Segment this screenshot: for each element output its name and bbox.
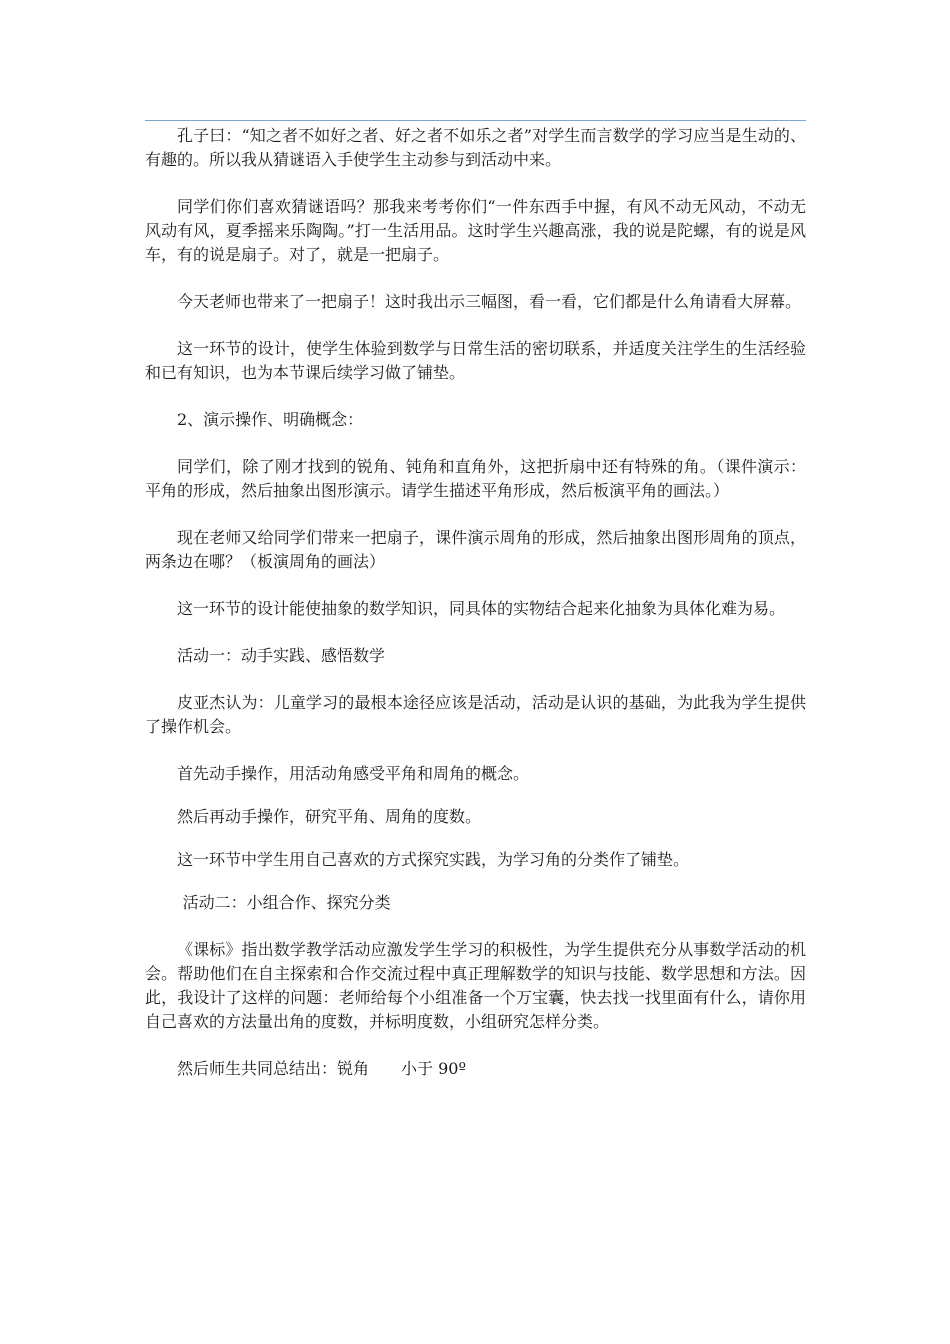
- paragraph-confucius-quote: 孔子曰：“知之者不如好之者、好之者不如乐之者”对学生而言数学的学习应当是生动的、有趣的。所以我从猜谜语入手使学生主动参与到活动中来。: [145, 126, 806, 169]
- paragraph-summary-acute-angle: 然后师生共同总结出：锐角 小于 90º: [177, 1059, 466, 1078]
- paragraph-curriculum-standard: 《课标》指出数学教学活动应激发学生学习的积极性，为学生提供充分从事数学活动的机会。帮助他们在自主探索和合作交流过程中真正理解数学的知识与技能、数学思想和方法。因此，我设计了这样的问题：老师给每个小组准备一个万宝囊，快去找一找里面有什么，请你用自己喜欢的方法量出角的度数，并标明度数，小组研究怎样分类。: [145, 940, 806, 1031]
- paragraph-design-note-2: 这一环节的设计能使抽象的数学知识，同具体的实物结合起来化抽象为具体化难为易。: [177, 599, 786, 618]
- paragraph-fan-pictures: 今天老师也带来了一把扇子！这时我出示三幅图，看一看，它们都是什么角请看大屏幕。: [177, 292, 802, 311]
- paragraph-full-angle: 现在老师又给同学们带来一把扇子，课件演示周角的形成，然后抽象出图形周角的顶点，两条边在哪？（板演周角的画法）: [145, 528, 806, 571]
- paragraph-design-note-3: 这一环节中学生用自己喜欢的方式探究实践，为学习角的分类作了铺垫。: [177, 850, 690, 869]
- header-rule: [145, 120, 806, 121]
- paragraph-piaget: 皮亚杰认为：儿童学习的最根本途径应该是活动，活动是认识的基础，为此我为学生提供了操作机会。: [145, 693, 806, 736]
- paragraph-riddle: 同学们你们喜欢猜谜语吗？那我来考考你们“一件东西手中握，有风不动无风动，不动无风动有风，夏季摇来乐陶陶。”打一生活用品。这时学生兴趣高涨，我的说是陀螺，有的说是风车，有的说是扇子。对了，就是一把扇子。: [145, 197, 806, 264]
- paragraph-first-operation: 首先动手操作，用活动角感受平角和周角的概念。: [177, 764, 530, 783]
- section-heading-activity-1: 活动一：动手实践、感悟数学: [177, 646, 386, 665]
- paragraph-design-note-1: 这一环节的设计，使学生体验到数学与日常生活的密切联系，并适度关注学生的生活经验和已有知识，也为本节课后续学习做了铺垫。: [145, 339, 806, 382]
- paragraph-straight-angle: 同学们，除了刚才找到的锐角、钝角和直角外，这把折扇中还有特殊的角。（课件演示：平角的形成，然后抽象出图形演示。请学生描述平角形成，然后板演平角的画法。）: [145, 457, 806, 500]
- section-heading-demonstration: 2、演示操作、明确概念：: [177, 410, 364, 429]
- document-body: [145, 124, 806, 1104]
- paragraph-second-operation: 然后再动手操作，研究平角、周角的度数。: [177, 807, 482, 826]
- section-heading-activity-2: 活动二：小组合作、探究分类: [182, 893, 391, 912]
